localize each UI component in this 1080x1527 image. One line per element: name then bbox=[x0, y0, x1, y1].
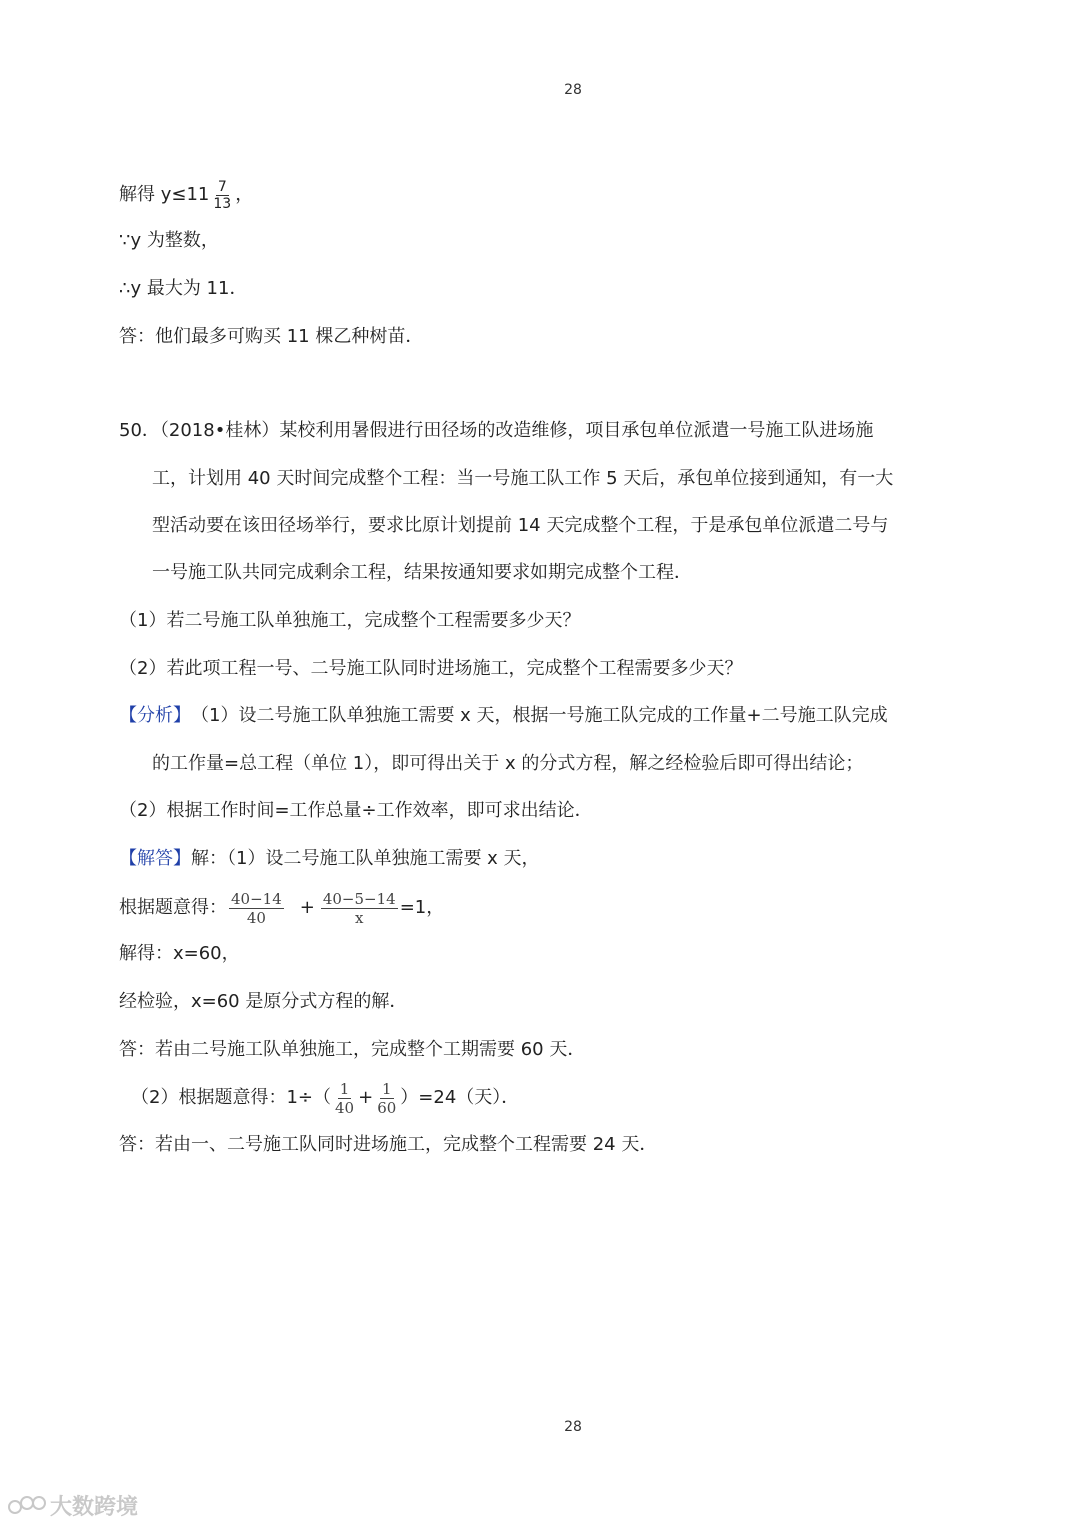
problem-line-1: 50．（2018•桂林）某校利用暑假进行田径场的改造维修，项目承包单位派遣一号施工队进场施 bbox=[119, 420, 874, 441]
fraction-7-13: $\frac{7}{13}$ bbox=[213, 178, 232, 212]
problem-line-4: 一号施工队共同完成剩余工程，结果按通知要求如期完成整个工程． bbox=[152, 562, 692, 583]
problem-line-3: 型活动要在该田径场举行，要求比原计划提前 14 天完成整个工程，于是承包单位派遣二号与 bbox=[152, 515, 889, 536]
solution-answer-1: 答：若由二号施工队单独施工，完成整个工期需要 60 天． bbox=[119, 1039, 586, 1060]
page-number-top: 28 bbox=[564, 82, 582, 98]
solution-line-1: 【解答】 解：（1）设二号施工队单独施工需要 x 天， bbox=[119, 844, 540, 874]
fraction-1-over-60: $\frac{1}{60}$ bbox=[377, 1079, 397, 1117]
question-2: （2）若此项工程一号、二号施工队同时进场施工，完成整个工程需要多少天？ bbox=[119, 658, 743, 679]
solution-result: 解得：x=60， bbox=[119, 943, 240, 964]
solution-answer-2: 答：若由一、二号施工队同时进场施工，完成整个工程需要 24 天． bbox=[119, 1134, 658, 1155]
solution-equation: 根据题意得： $\frac{40-14}{40}$ + $\frac{40-5-14}{x}$ =1， bbox=[119, 889, 445, 927]
question-1: （1）若二号施工队单独施工，完成整个工程需要多少天？ bbox=[119, 610, 581, 631]
watermark-logo-icon bbox=[8, 1494, 46, 1518]
page-number-bottom: 28 bbox=[564, 1419, 582, 1435]
analysis-line-3: （2）根据工作时间=工作总量÷工作效率，即可求出结论． bbox=[119, 800, 593, 821]
solution-check: 经检验，x=60 是原分式方程的解． bbox=[119, 991, 408, 1012]
analysis-line-2: 的工作量=总工程（单位 1），即可得出关于 x 的分式方程，解之经检验后即可得出结论； bbox=[152, 753, 864, 774]
prev-line-2: ∵y 为整数， bbox=[119, 230, 219, 251]
prev-line-1: 解得 y≤11 $\frac{7}{13}$ ， bbox=[119, 178, 254, 212]
problem-line-2: 工，计划用 40 天时间完成整个工程：当一号施工队工作 5 天后，承包单位接到通知，有一大 bbox=[152, 468, 894, 489]
analysis-tag: 【分析】 bbox=[119, 705, 191, 726]
analysis-line-1: 【分析】 （1）设二号施工队单独施工需要 x 天，根据一号施工队完成的工作量+二号施工队完成 bbox=[119, 701, 888, 731]
prev-answer: 答：他们最多可购买 11 棵乙种树苗． bbox=[119, 326, 424, 347]
prev-line-3: ∴y 最大为 11． bbox=[119, 278, 248, 299]
watermark: 大数跨境 bbox=[8, 1490, 138, 1521]
fraction-1-over-40: $\frac{1}{40}$ bbox=[335, 1079, 355, 1117]
solution-tag: 【解答】 bbox=[119, 848, 191, 869]
fraction-40-5-14-over-x: $\frac{40-5-14}{x}$ bbox=[322, 889, 396, 927]
solution-part-2: （2）根据题意得：1÷（ $\frac{1}{40}$ + $\frac{1}{60}$ ）=24（天）． bbox=[131, 1079, 520, 1117]
fraction-40-14-over-40: $\frac{40-14}{40}$ bbox=[231, 889, 282, 927]
